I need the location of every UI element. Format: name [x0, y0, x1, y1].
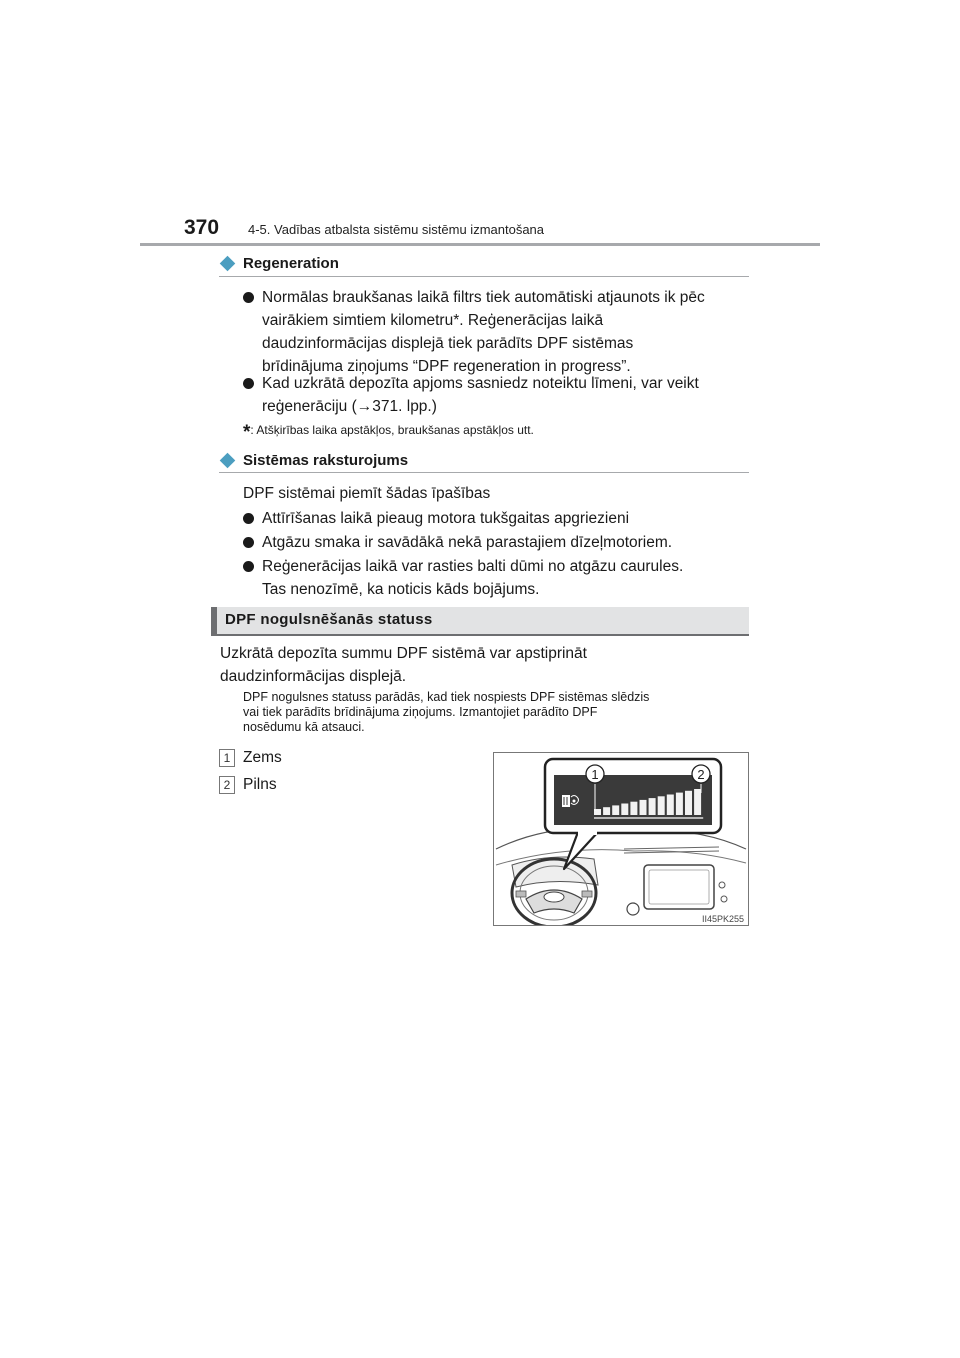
regeneration-bullet-1: [262, 286, 744, 378]
section-title: DPF nogulsnēšanās statuss: [225, 611, 433, 628]
text-line: daudzinformācijas displejā tiek parādīts DPF sistēmas: [262, 335, 634, 352]
diamond-bullet-icon: [220, 453, 236, 469]
callout-number: 1: [591, 767, 599, 782]
features-bullet-1: Attīrīšanas laikā pieaug motora tukšgaitas apgriezieni: [262, 510, 630, 527]
page-number: 370: [184, 216, 220, 239]
bullet-dot-icon: [243, 292, 254, 303]
diamond-bullet-icon: [220, 256, 236, 272]
features-bullet-3: [262, 555, 744, 601]
gauge-segment: [630, 802, 637, 815]
legend-label-low: Zems: [243, 749, 282, 766]
section-header: [211, 607, 749, 634]
bullet-dot-icon: [243, 378, 254, 389]
bullet-dot-icon: [243, 537, 254, 548]
gauge-segment: [676, 793, 683, 815]
button-icon: [719, 882, 725, 888]
air-vent: [624, 847, 719, 853]
control-knob-icon: [627, 903, 639, 915]
legend-label-full: Pilns: [243, 776, 277, 793]
features-heading: Sistēmas raksturojums: [243, 452, 409, 469]
dpf-status-body: [220, 642, 744, 688]
bullet-dot-icon: [243, 513, 254, 524]
header-rule: [140, 243, 820, 246]
dpf-status-note: [243, 690, 744, 735]
dashboard-drawing: [494, 753, 748, 925]
features-heading-rule: [219, 472, 749, 473]
footnote-star: *: [243, 422, 251, 443]
button-icon: [721, 896, 727, 902]
illustration-code: II45PK255: [701, 914, 744, 924]
text-line: daudzinformācijas displejā.: [220, 668, 407, 685]
gauge-segment: [649, 798, 656, 815]
dashboard-illustration: [493, 752, 749, 926]
text-line: reģenerāciju (→371. lpp.): [262, 398, 437, 415]
callout-joint: [578, 831, 597, 835]
text-line: DPF nogulsnes statuss parādās, kad tiek nospiests DPF sistēmas slēdzis: [243, 690, 650, 704]
bullet-dot-icon: [243, 561, 254, 572]
features-bullet-2: Atgāzu smaka ir savādākā nekā parastajiem dīzeļmotoriem.: [262, 534, 673, 551]
regeneration-heading: Regeneration: [243, 255, 339, 272]
gauge-segment: [685, 791, 692, 815]
gauge-segment: [658, 796, 665, 815]
text-line: brīdinājuma ziņojums “DPF regeneration in progress”.: [262, 358, 631, 375]
text-line: Uzkrātā depozīta summu DPF sistēmā var apstiprināt: [220, 645, 587, 662]
section-header-rule: [211, 634, 749, 636]
callout-number: 2: [697, 767, 705, 782]
gauge-segment: [603, 807, 610, 815]
text-line: vai tiek parādīts brīdinājuma ziņojums. Izmantojiet parādīto DPF: [243, 705, 598, 719]
text-line: Tas nenozīmē, ka noticis kāds bojājums.: [262, 581, 540, 598]
regeneration-bullet-2: [262, 372, 744, 418]
footnote-text: : Atšķirības laika apstākļos, braukšanas apstākļos utt.: [250, 423, 534, 437]
footnote: [243, 422, 534, 444]
gauge-segment: [612, 805, 619, 815]
text-line: Reģenerācijas laikā var rasties balti dūmi no atgāzu caurules.: [262, 558, 684, 575]
features-intro: DPF sistēmai piemīt šādas īpašības: [243, 485, 491, 502]
legend-number-badge: 1: [219, 749, 235, 767]
running-title: 4-5. Vadības atbalsta sistēmu sistēmu izmantošana: [248, 222, 545, 237]
text-line: vairākiem simtiem kilometru*. Reģenerācijas laikā: [262, 312, 604, 329]
center-display: [644, 865, 714, 909]
gauge-segment: [640, 800, 647, 815]
regeneration-heading-rule: [219, 276, 749, 277]
legend-number-badge: 2: [219, 776, 235, 794]
gauge-segment: [694, 789, 701, 815]
text-line: nosēdumu kā atsauci.: [243, 720, 365, 734]
gauge-segment: [621, 804, 628, 816]
text-line: Normālas braukšanas laikā filtrs tiek automātiski atjaunots ik pēc: [262, 289, 705, 306]
gauge-segment: [667, 795, 674, 816]
section-header-bar: [211, 607, 217, 634]
text-line: Kad uzkrātā depozīta apjoms sasniedz noteiktu līmeni, var veikt: [262, 375, 699, 392]
